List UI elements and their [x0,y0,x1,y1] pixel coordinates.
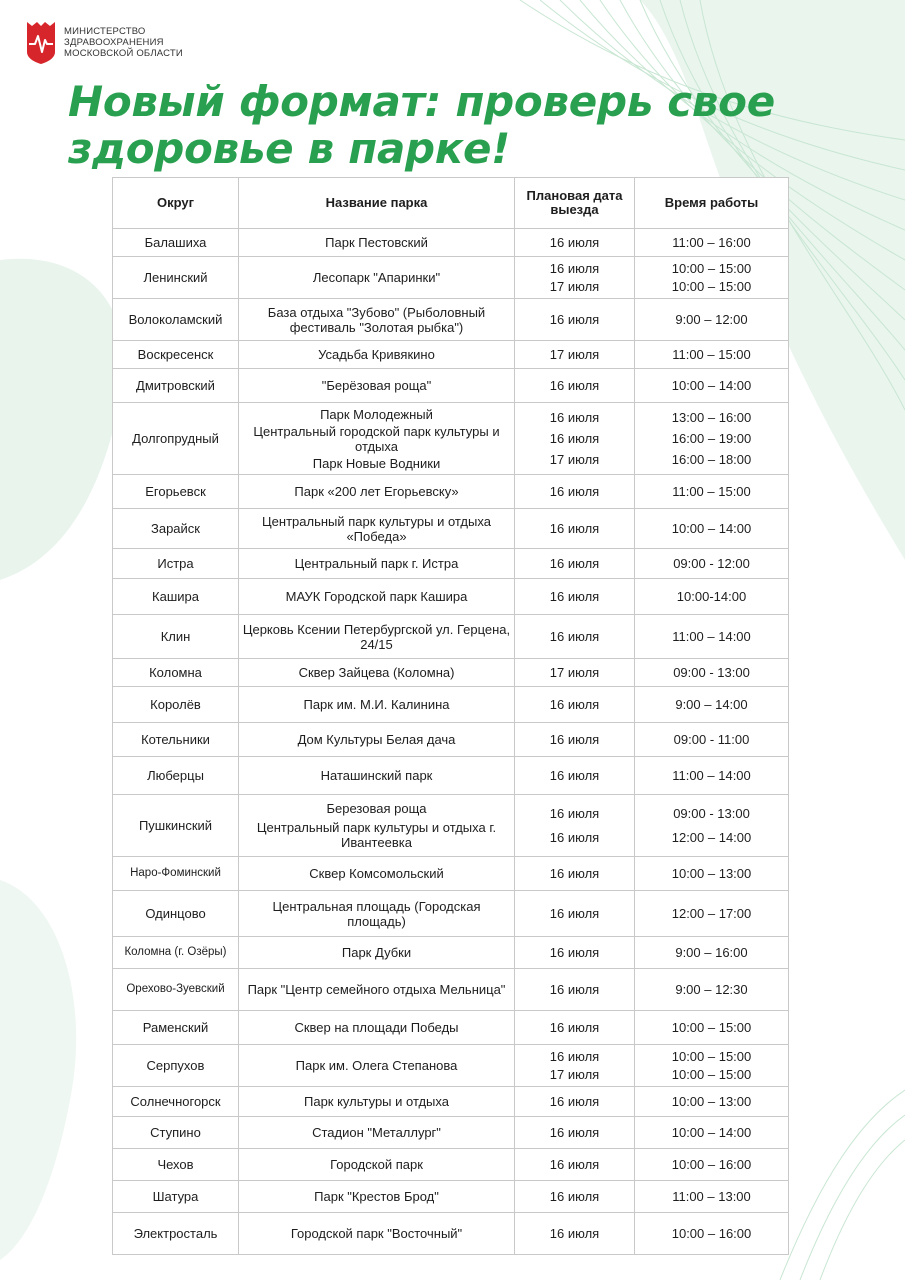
column-header-district: Округ [113,178,239,229]
working-hours: 10:00 – 16:00 [671,1157,752,1172]
district-cell: Одинцово [113,891,239,937]
working-hours-cell [635,795,789,857]
park-name-cell [239,723,515,757]
planned-date: 16 июля [549,521,600,536]
planned-date: 16 июля [549,261,600,277]
working-hours: 10:00 – 14:00 [671,378,752,393]
working-hours-cell [635,969,789,1011]
working-hours: 9:00 – 14:00 [675,697,748,712]
table-row [113,723,789,757]
district-cell: Ленинский [113,257,239,299]
park-name-cell [239,475,515,509]
working-hours-cell [635,937,789,969]
ministry-line-2: ЗДРАВООХРАНЕНИЯ [64,36,164,48]
district-cell: Электросталь [113,1213,239,1255]
park-name-cell [239,1149,515,1181]
working-hours: 10:00 – 15:00 [671,1049,752,1065]
park-name: Сквер Зайцева (Коломна) [298,665,455,680]
working-hours-cell [635,1117,789,1149]
park-name-cell [239,615,515,659]
district-cell: Ступино [113,1117,239,1149]
working-hours: 11:00 – 15:00 [672,484,751,499]
district-cell: Коломна (г. Озёры) [113,937,239,969]
working-hours-cell [635,1087,789,1117]
park-name: Усадьба Кривякино [318,347,435,362]
column-header-park: Название парка [239,178,515,229]
park-name: Парк Пестовский [325,235,428,250]
park-name-cell [239,579,515,615]
working-hours-cell [635,579,789,615]
park-name-cell [239,257,515,299]
district-cell: Чехов [113,1149,239,1181]
district-cell: Коломна [113,659,239,687]
page-title-line-2: здоровье в парке! [68,124,511,173]
park-name-cell [239,369,515,403]
table-row [113,659,789,687]
table-row [113,257,789,299]
planned-date-cell [515,549,635,579]
planned-date-cell [515,687,635,723]
planned-date: 16 июля [549,1125,600,1140]
planned-date: 16 июля [549,945,600,960]
park-name-cell [239,891,515,937]
park-name: Дом Культуры Белая дача [297,732,456,747]
working-hours-cell [635,615,789,659]
park-name: Парк Новые Водники [312,455,441,471]
park-name: Центральная площадь (Городская площадь) [272,898,481,929]
table-row [113,937,789,969]
planned-date: 16 июля [549,1189,600,1204]
park-name-cell [239,1011,515,1045]
park-name-cell [239,549,515,579]
working-hours: 11:00 – 14:00 [672,629,751,644]
working-hours: 10:00 – 13:00 [671,1094,752,1109]
schedule-table-body [113,229,789,1255]
table-header-row [113,178,789,229]
working-hours-cell [635,1011,789,1045]
table-row [113,369,789,403]
district-cell: Пушкинский [113,795,239,857]
district-cell: Наро-Фоминский [113,857,239,891]
ministry-name [64,26,183,59]
table-row [113,549,789,579]
planned-date-cell [515,1181,635,1213]
working-hours: 10:00 – 16:00 [671,1226,752,1241]
working-hours-cell [635,857,789,891]
working-hours: 09:00 - 11:00 [673,732,750,747]
park-name-cell [239,795,515,857]
planned-date: 17 июля [549,347,600,362]
park-name: "Берёзовая роща" [321,378,432,393]
working-hours: 9:00 – 12:00 [675,312,748,327]
working-hours: 11:00 – 14:00 [672,768,751,783]
working-hours: 10:00-14:00 [676,589,747,604]
park-name-cell [239,969,515,1011]
working-hours: 09:00 - 13:00 [673,805,750,821]
park-name-cell [239,1045,515,1087]
planned-date: 16 июля [549,866,600,881]
working-hours: 09:00 - 13:00 [673,665,750,680]
park-name-cell [239,403,515,475]
table-row [113,615,789,659]
page-title-line-1: Новый формат: проверь свое [68,77,775,126]
working-hours: 10:00 – 15:00 [671,1066,752,1082]
table-row [113,341,789,369]
planned-date: 16 июля [549,697,600,712]
table-row [113,891,789,937]
park-name: Городской парк [330,1157,423,1172]
park-name: Центральный парк культуры и отдыха г. Ивантеевка [256,820,497,851]
planned-date-cell [515,1045,635,1087]
planned-date-cell [515,615,635,659]
working-hours: 12:00 – 14:00 [671,830,752,846]
park-name: Парк «200 лет Егорьевску» [294,484,459,499]
district-cell: Истра [113,549,239,579]
park-name-cell [239,509,515,549]
planned-date-cell [515,757,635,795]
park-name: Лесопарк "Апаринки" [312,270,441,285]
table-row [113,857,789,891]
planned-date-cell [515,857,635,891]
park-name: База отдыха "Зубово" (Рыболовный фестиваль "Золотая рыбка") [267,304,486,335]
ministry-emblem-icon [24,20,58,64]
table-row [113,687,789,723]
park-name: Парк им. М.И. Калинина [303,697,450,712]
planned-date-cell [515,1117,635,1149]
planned-date-cell [515,1149,635,1181]
ministry-line-3: МОСКОВСКОЙ ОБЛАСТИ [64,47,183,59]
working-hours: 9:00 – 12:30 [675,982,748,997]
park-name: Парк Молодежный [320,406,433,422]
planned-date: 16 июля [549,1226,600,1241]
planned-date-cell [515,1087,635,1117]
page-title [68,78,888,172]
district-cell: Волоколамский [113,299,239,341]
district-cell: Люберцы [113,757,239,795]
planned-date: 16 июля [549,906,600,921]
park-name-cell [239,1087,515,1117]
park-name-cell [239,1213,515,1255]
working-hours: 10:00 – 15:00 [671,261,752,277]
working-hours-cell [635,891,789,937]
column-header-date: Плановая дата выезда [515,178,635,229]
park-name-cell [239,299,515,341]
working-hours-cell [635,403,789,475]
district-cell: Зарайск [113,509,239,549]
park-name-cell [239,1117,515,1149]
planned-date: 16 июля [549,830,600,846]
park-name-cell [239,341,515,369]
schedule-table [112,177,789,1255]
working-hours-cell [635,341,789,369]
district-cell: Шатура [113,1181,239,1213]
park-name-cell [239,937,515,969]
planned-date-cell [515,403,635,475]
working-hours-cell [635,687,789,723]
working-hours: 13:00 – 16:00 [671,410,752,426]
working-hours: 16:00 – 19:00 [671,431,752,446]
planned-date: 16 июля [549,805,600,821]
working-hours: 10:00 – 15:00 [671,278,752,294]
park-name: Стадион "Металлург" [312,1125,441,1140]
ministry-logo [24,20,183,64]
working-hours-cell [635,723,789,757]
park-name-cell [239,757,515,795]
working-hours: 12:00 – 17:00 [671,906,752,921]
working-hours-cell [635,229,789,257]
planned-date: 16 июля [549,410,600,426]
district-cell: Воскресенск [113,341,239,369]
district-cell: Раменский [113,1011,239,1045]
planned-date: 16 июля [549,1157,600,1172]
table-row [113,299,789,341]
working-hours-cell [635,509,789,549]
park-name-cell [239,857,515,891]
table-row [113,1087,789,1117]
planned-date-cell [515,1011,635,1045]
park-name: Городской парк "Восточный" [290,1226,463,1241]
planned-date: 16 июля [549,1020,600,1035]
district-cell: Котельники [113,723,239,757]
park-name: Наташинский парк [320,768,433,783]
park-name: Центральный городской парк культуры и отдыха [253,423,500,454]
planned-date-cell [515,1213,635,1255]
planned-date-cell [515,341,635,369]
district-cell: Серпухов [113,1045,239,1087]
district-cell: Дмитровский [113,369,239,403]
park-name: Парк им. Олега Степанова [295,1058,458,1073]
working-hours-cell [635,1213,789,1255]
table-row [113,1181,789,1213]
park-name: Парк "Крестов Брод" [314,1189,439,1204]
planned-date: 16 июля [549,982,600,997]
planned-date-cell [515,369,635,403]
park-name: Сквер на площади Победы [294,1020,459,1035]
planned-date-cell [515,257,635,299]
planned-date-cell [515,969,635,1011]
table-row [113,1011,789,1045]
working-hours-cell [635,475,789,509]
working-hours-cell [635,1149,789,1181]
district-cell: Орехово-Зуевский [113,969,239,1011]
district-cell: Долгопрудный [113,403,239,475]
planned-date: 16 июля [549,484,600,499]
planned-date: 16 июля [549,378,600,393]
park-name: Центральный парк культуры и отдыха «Победа» [262,513,491,544]
working-hours: 10:00 – 13:00 [671,866,752,881]
planned-date: 17 июля [549,665,600,680]
planned-date-cell [515,937,635,969]
planned-date: 16 июля [549,629,600,644]
working-hours-cell [635,757,789,795]
table-row [113,229,789,257]
park-name-cell [239,659,515,687]
working-hours-cell [635,369,789,403]
planned-date-cell [515,795,635,857]
working-hours: 11:00 – 13:00 [672,1189,751,1204]
working-hours: 11:00 – 16:00 [672,235,751,250]
planned-date-cell [515,229,635,257]
table-row [113,579,789,615]
park-name: МАУК Городской парк Кашира [285,589,468,604]
working-hours: 10:00 – 14:00 [671,1125,752,1140]
working-hours-cell [635,659,789,687]
park-name-cell [239,687,515,723]
working-hours-cell [635,1181,789,1213]
working-hours: 9:00 – 16:00 [675,945,748,960]
table-row [113,757,789,795]
park-name-cell [239,1181,515,1213]
planned-date-cell [515,299,635,341]
park-name: Парк Дубки [341,945,412,960]
planned-date-cell [515,509,635,549]
working-hours: 10:00 – 14:00 [671,521,752,536]
planned-date-cell [515,723,635,757]
planned-date: 16 июля [549,431,600,446]
working-hours: 10:00 – 15:00 [671,1020,752,1035]
planned-date: 16 июля [549,312,600,327]
park-name: Центральный парк г. Истра [294,556,459,571]
planned-date: 17 июля [549,451,600,467]
working-hours-cell [635,1045,789,1087]
working-hours: 11:00 – 15:00 [672,347,751,362]
table-row [113,475,789,509]
planned-date-cell [515,891,635,937]
table-row [113,795,789,857]
planned-date: 16 июля [549,556,600,571]
table-row [113,1045,789,1087]
park-name-cell [239,229,515,257]
planned-date: 16 июля [549,235,600,250]
planned-date-cell [515,475,635,509]
district-cell: Клин [113,615,239,659]
table-row [113,969,789,1011]
planned-date: 16 июля [549,1049,600,1065]
column-header-hours: Время работы [635,178,789,229]
park-name: Парк культуры и отдыха [304,1094,449,1109]
park-name: Парк "Центр семейного отдыха Мельница" [247,982,506,997]
table-row [113,1213,789,1255]
ministry-line-1: МИНИСТЕРСТВО [64,25,146,37]
working-hours: 09:00 - 12:00 [673,556,750,571]
district-cell: Королёв [113,687,239,723]
park-name: Церковь Ксении Петербургской ул. Герцена, 24/15 [242,621,511,652]
district-cell: Балашиха [113,229,239,257]
table-row [113,1149,789,1181]
planned-date-cell [515,659,635,687]
table-row [113,509,789,549]
working-hours-cell [635,257,789,299]
district-cell: Солнечногорск [113,1087,239,1117]
planned-date: 16 июля [549,768,600,783]
district-cell: Егорьевск [113,475,239,509]
park-name: Сквер Комсомольский [309,866,444,881]
planned-date: 16 июля [549,1094,600,1109]
planned-date: 16 июля [549,732,600,747]
table-row [113,403,789,475]
district-cell: Кашира [113,579,239,615]
planned-date: 16 июля [549,589,600,604]
park-name: Березовая роща [326,800,427,816]
planned-date: 17 июля [549,1066,600,1082]
planned-date-cell [515,579,635,615]
working-hours-cell [635,549,789,579]
working-hours-cell [635,299,789,341]
planned-date: 17 июля [549,278,600,294]
working-hours: 16:00 – 18:00 [671,451,752,467]
table-row [113,1117,789,1149]
